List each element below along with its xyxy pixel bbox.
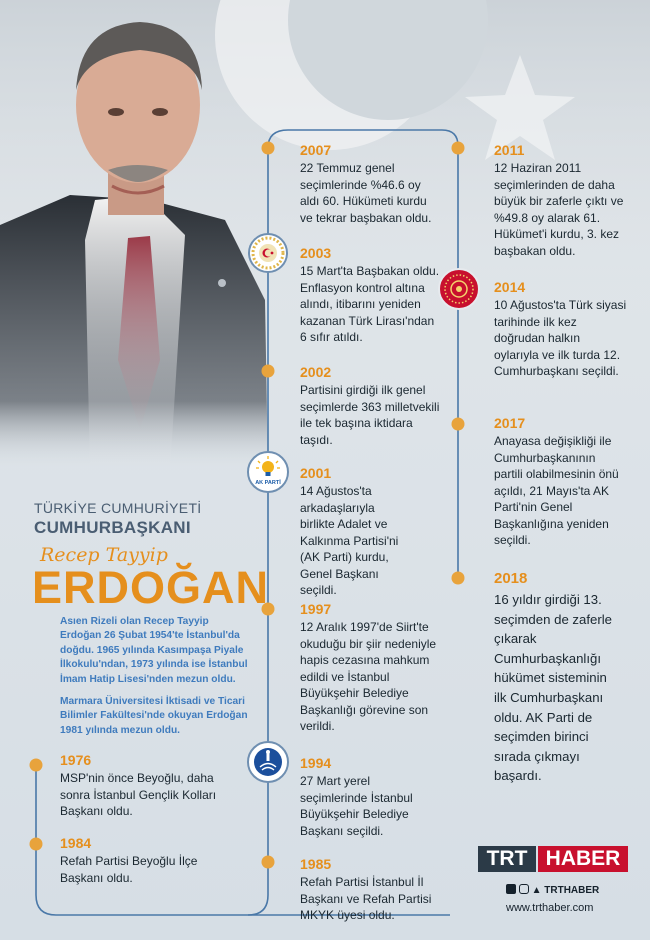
- middle-entry-text: 27 Mart yerel seçimlerinde İstanbul Büyükşehir Belediye Başkanı seçildi.: [300, 774, 413, 838]
- last-name: ERDOĞAN: [32, 562, 270, 613]
- turkish-emblem-badge: [248, 233, 288, 273]
- right-entry-text: 12 Haziran 2011 seçimlerinden de daha büyük bir zaferle çıktı ve %49.8 oy alarak 61. Hükümet'i kurdu, 3. kez başbakan oldu.: [494, 161, 624, 258]
- first-name: Recep Tayyip: [40, 544, 168, 566]
- lightbulb-icon: [249, 453, 287, 491]
- middle-entry-year: 2002: [300, 364, 332, 380]
- timeline-dot-1984: [30, 838, 43, 851]
- middle-entry-text: 22 Temmuz genel seçimlerinde %46.6 oy aldı 60. Hükümeti kurdu ve tekrar başbakan oldu.: [300, 161, 432, 225]
- right-entry-text: Anayasa değişikliği ile Cumhurbaşkanının partili olabilmesinin önü açıldı, 21 Mayıs'ta AK Parti'nin Genel Başkanlığına yeniden seçildi.: [494, 434, 619, 547]
- ibb-logo-badge: [247, 741, 289, 783]
- right-entry-year: 2018: [494, 570, 528, 587]
- website-link[interactable]: www.trthaber.com: [506, 902, 594, 914]
- middle-entry-year: 2007: [300, 142, 332, 158]
- country-title: TÜRKİYE CUMHURİYETİ: [34, 500, 202, 516]
- bio-paragraph-2: Marmara Üniversitesi İktisadi ve Ticari Bilimler Fakültesi'nde okuyan Erdoğan 1981 yılında mezun oldu.: [60, 696, 248, 736]
- middle-entry-text: Refah Partisi İstanbul İl Başkanı ve Refah Partisi MKYK üyesi oldu.: [300, 875, 432, 922]
- ibb-icon: [249, 743, 287, 781]
- middle-entry-year: 1997: [300, 601, 332, 617]
- middle-entry-year: 2001: [300, 465, 332, 481]
- bio-paragraph-1: Asıen Rizeli olan Recep Tayyip Erdoğan 26 Şubat 1954'te İstanbul'da doğdu. 1965 yılında Kasımpaşa Piyale İlkokulu'ndan, 1973 yılında ise İstanbul İmam Hatip Lisesi'nden mezun oldu.: [60, 616, 248, 685]
- timeline-dot-2018: [452, 572, 465, 585]
- presidential-seal-badge: [438, 268, 480, 310]
- middle-entry-year: 1985: [300, 856, 332, 872]
- timeline-dot-2007: [262, 142, 275, 155]
- timeline-dot-2011: [452, 142, 465, 155]
- presidential-seal-icon: [440, 270, 478, 308]
- emblem-icon: [250, 235, 286, 271]
- middle-entry-year: 2003: [300, 245, 332, 261]
- office-title: CUMHURBAŞKANI: [34, 518, 191, 537]
- middle-entry-text: 14 Ağustos'ta arkadaşlarıyla birlikte Adalet ve Kalkınma Partisi'ni (AK Parti) kurdu, Genel Başkanı seçildi.: [300, 484, 399, 597]
- left-entry-text: MSP'nin önce Beyoğlu, daha sonra İstanbul Gençlik Kolları Başkanı oldu.: [60, 771, 217, 818]
- middle-entry-year: 1994: [300, 755, 332, 771]
- right-entry-year: 2011: [494, 142, 525, 158]
- instagram-icon[interactable]: [519, 884, 529, 894]
- facebook-icon[interactable]: [506, 884, 516, 894]
- left-entry-text: Refah Partisi Beyoğlu İlçe Başkanı oldu.: [60, 854, 198, 885]
- right-entry-text: 16 yıldır girdiği 13. seçimden de zaferle çıkarak Cumhurbaşkanlığı hükümet sisteminin ilk Cumhurbaşkanı oldu. AK Parti de seçimden birinci sırada çıkmayı başardı.: [494, 592, 613, 784]
- right-entry-text: 10 Ağustos'ta Türk siyasi tarihinde ilk kez doğrudan halkın oylarıyla ve ilk turda 12. Cumhurbaşkanı seçildi.: [494, 298, 627, 378]
- left-entry-year: 1984: [60, 835, 92, 851]
- haber-logo: HABER: [538, 846, 628, 872]
- left-entry-year: 1976: [60, 752, 92, 768]
- middle-entry-text: 12 Aralık 1997'de Siirt'te okuduğu bir şiir nedeniyle hapis cezasına mahkum edildi ve İstanbul Büyükşehir Belediye Başkanlığı görevine son verildi.: [300, 620, 437, 733]
- timeline-dot-2017: [452, 418, 465, 431]
- timeline-dot-1976: [30, 759, 43, 772]
- right-entry-year: 2014: [494, 279, 526, 295]
- ak-parti-logo-badge: [247, 451, 289, 493]
- twitter-icon[interactable]: ▲: [531, 885, 542, 896]
- timeline-dot-2002: [262, 365, 275, 378]
- social-handle[interactable]: TRTHABER: [544, 885, 600, 896]
- ak-parti-label: AK PARTİ: [255, 480, 281, 486]
- right-entry-year: 2017: [494, 415, 526, 431]
- middle-entry-text: 15 Mart'ta Başbakan oldu. Enflasyon kontrol altına alındı, itibarını yeniden kazanan Türk Lirası'ndan 6 sıfır atıldı.: [300, 264, 440, 344]
- trt-logo: TRT: [478, 846, 536, 872]
- timeline-dot-1985: [262, 856, 275, 869]
- middle-entry-text: Partisini girdiği ilk genel seçimlerde 363 milletvekili ile tek başına iktidara taşıdı.: [300, 383, 440, 447]
- social-row: [506, 884, 599, 896]
